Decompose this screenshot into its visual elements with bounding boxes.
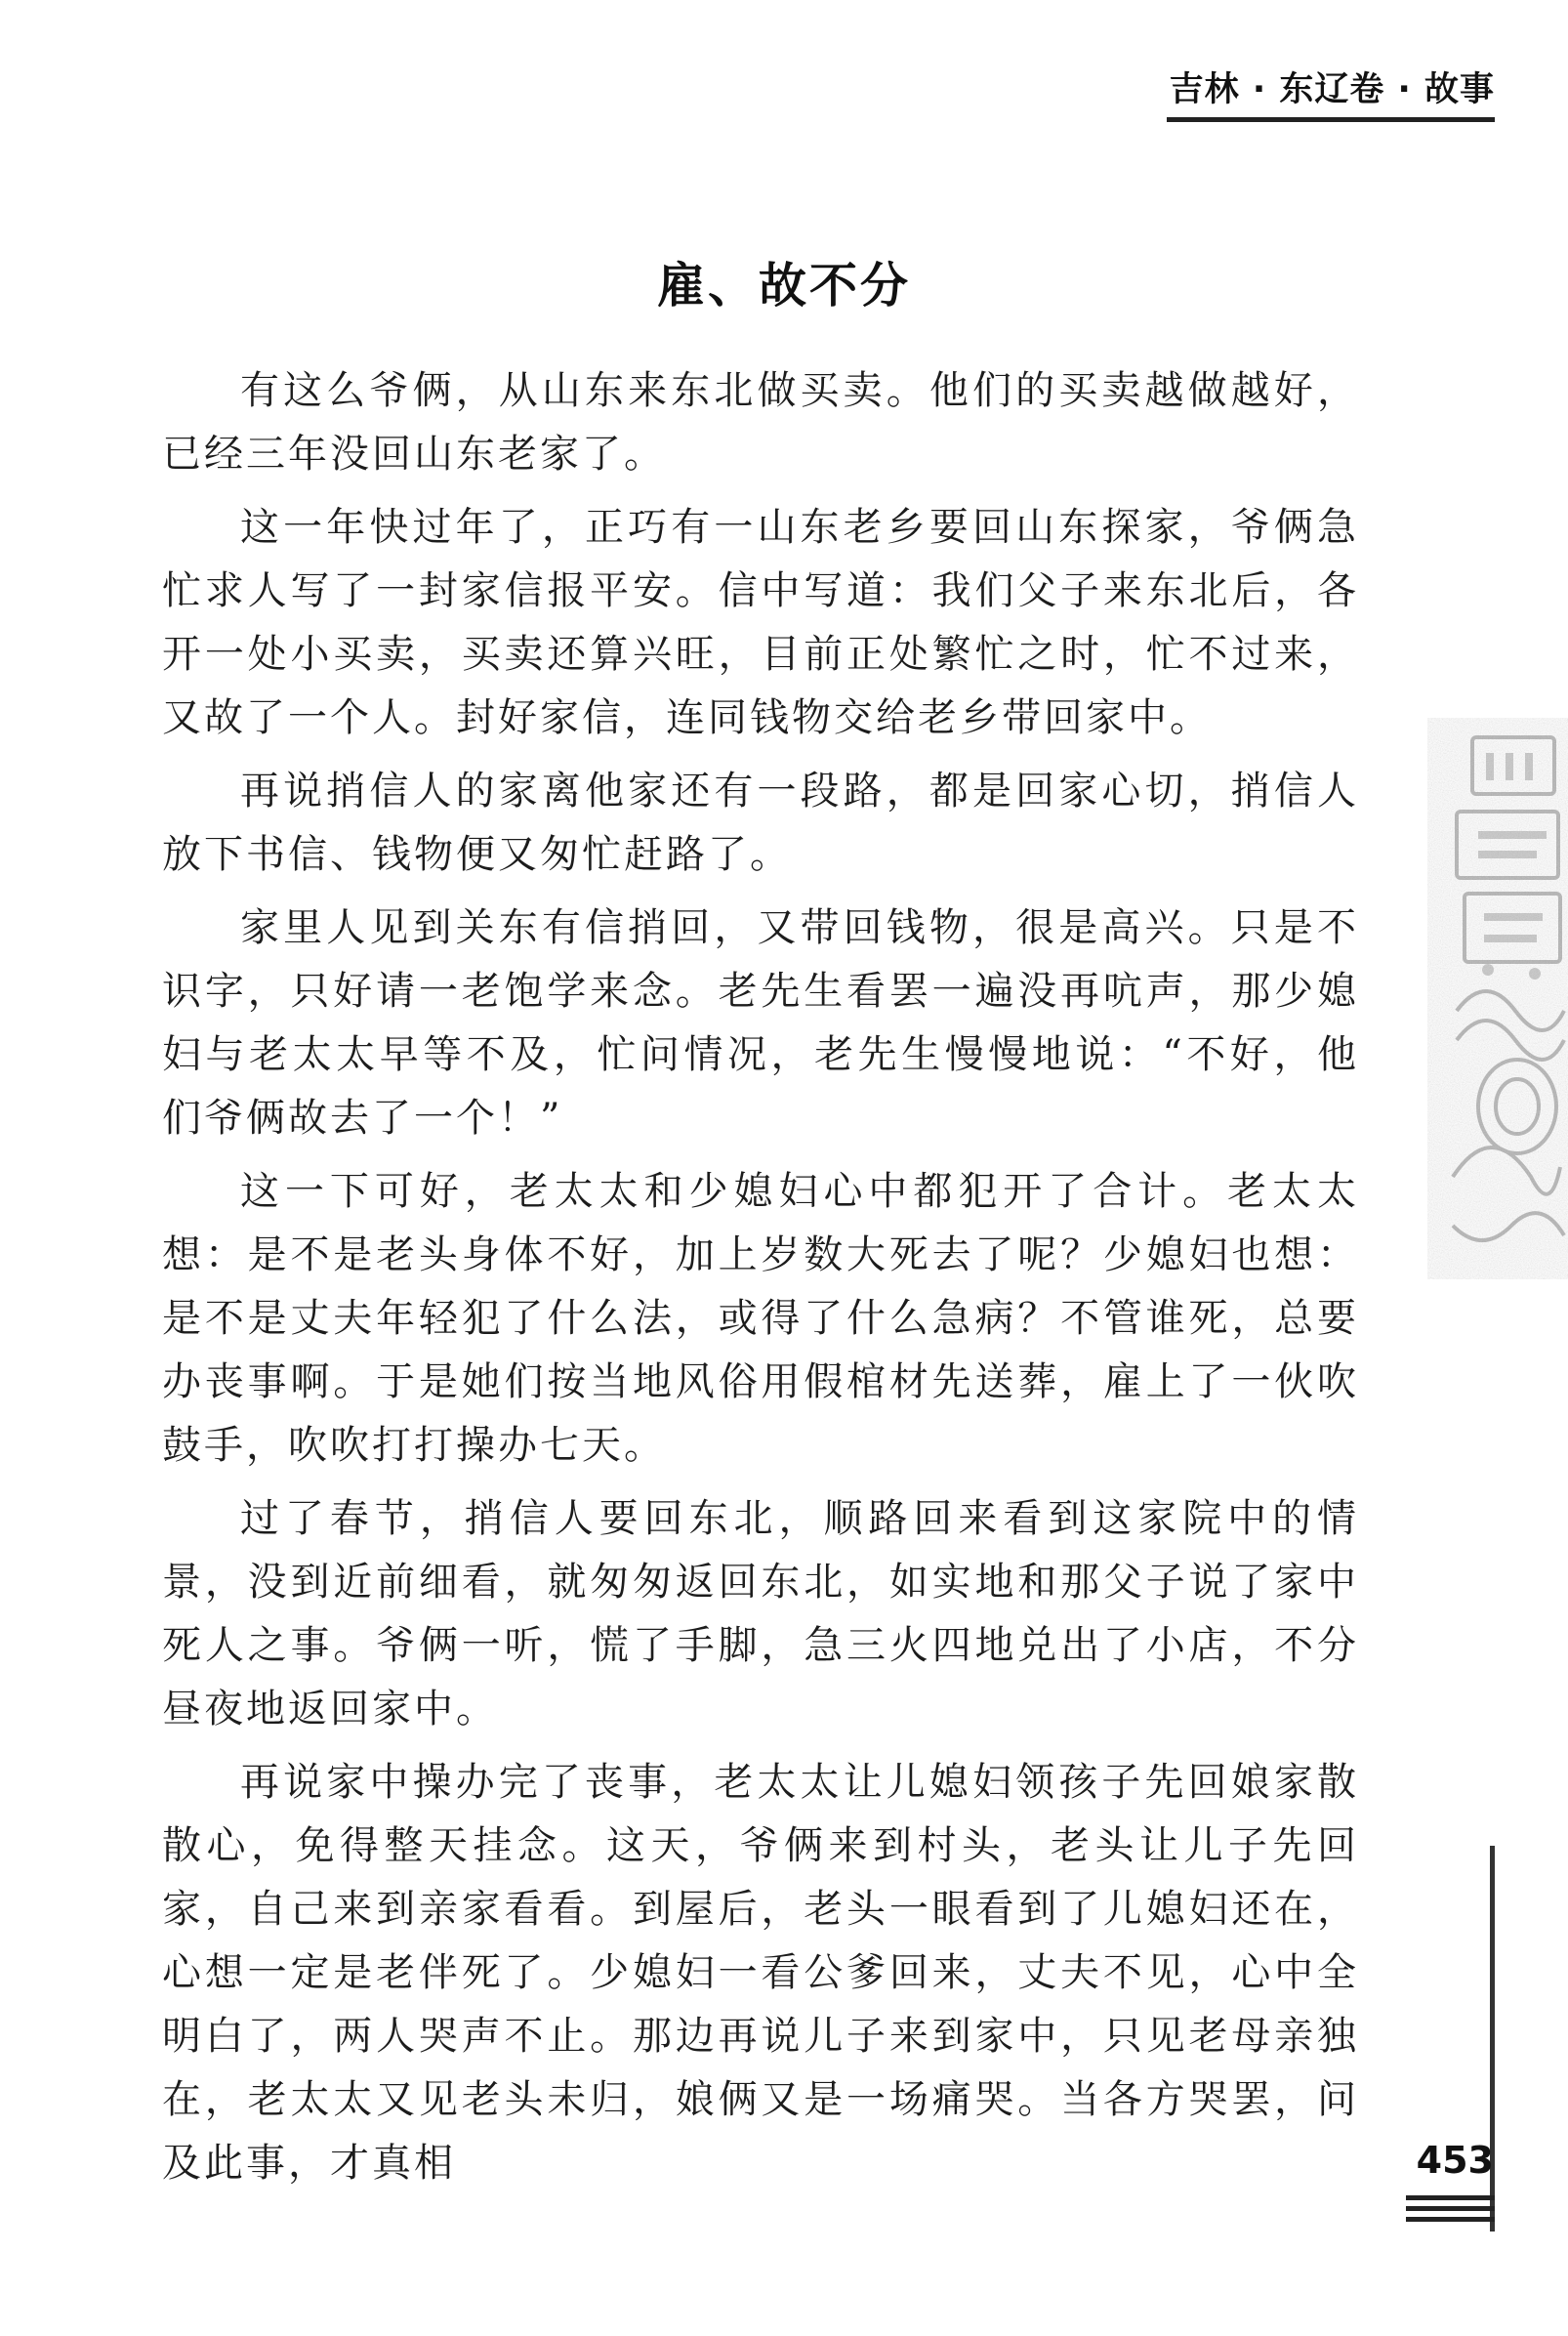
paragraph: 再说家中操办完了丧事，老太太让儿媳妇领孩子先回娘家散散心，免得整天挂念。这天，爷俩来到村头，老头让儿子先回家，自己来到亲家看看。到屋后，老头一眼看到了儿媳妇还在，心想一定是老伴死了。少媳妇一看公爹回来，丈夫不见，心中全明白了，两人哭声不止。那边再说儿子来到家中，只见老母亲独在，老太太又见老头未归，娘俩又是一场痛哭。当各方哭罢，问及此事，才真相: [162, 1760, 1359, 2186]
running-header-title: 吉林 · 东辽卷 · 故事: [1169, 70, 1495, 109]
paragraph: 家里人见到关东有信捎回，又带回钱物，很是高兴。只是不识字，只好请一老饱学来念。老先生看罢一遍没再吭声，那少媳妇与老太太早等不及，忙问情况，老先生慢慢地说：“不好，他们爷俩故去了一个！”: [162, 905, 1359, 1141]
paragraph: 这一年快过年了，正巧有一山东老乡要回山东探家，爷俩急忙求人写了一封家信报平安。信中写道：我们父子来东北后，各开一处小买卖，买卖还算兴旺，目前正处繁忙之时，忙不过来，又故了一个人。封好家信，连同钱物交给老乡带回家中。: [162, 505, 1359, 740]
story-body: [162, 359, 1359, 2205]
footer-rule: [1406, 2217, 1495, 2222]
story-title: 雇、故不分: [656, 257, 911, 313]
side-decoration-icon: [1427, 718, 1568, 1279]
paragraph: 这一下可好，老太太和少媳妇心中都犯开了合计。老太太想：是不是老头身体不好，加上岁数大死去了呢？少媳妇也想：是不是丈夫年轻犯了什么法，或得了什么急病？不管谁死，总要办丧事啊。于是她们按当地风俗用假棺材先送葬，雇上了一伙吹鼓手，吹吹打打操办七天。: [162, 1169, 1359, 1468]
footer-rule: [1406, 2206, 1495, 2211]
header-rule: [1167, 117, 1495, 122]
footer-rule: [1406, 2195, 1495, 2200]
paragraph: 再说捎信人的家离他家还有一段路，都是回家心切，捎信人放下书信、钱物便又匆忙赶路了。: [162, 769, 1359, 877]
running-header: [1167, 68, 1495, 122]
page-number: 453: [1416, 2139, 1494, 2182]
paragraph: 过了春节，捎信人要回东北，顺路回来看到这家院中的情景，没到近前细看，就匆匆返回东北，如实地和那父子说了家中死人之事。爷俩一听，慌了手脚，急三火四地兑出了小店，不分昼夜地返回家中。: [162, 1496, 1359, 1731]
footer-rules: [1406, 2195, 1495, 2228]
paragraph: 有这么爷俩，从山东来东北做买卖。他们的买卖越做越好，已经三年没回山东老家了。: [162, 368, 1359, 477]
